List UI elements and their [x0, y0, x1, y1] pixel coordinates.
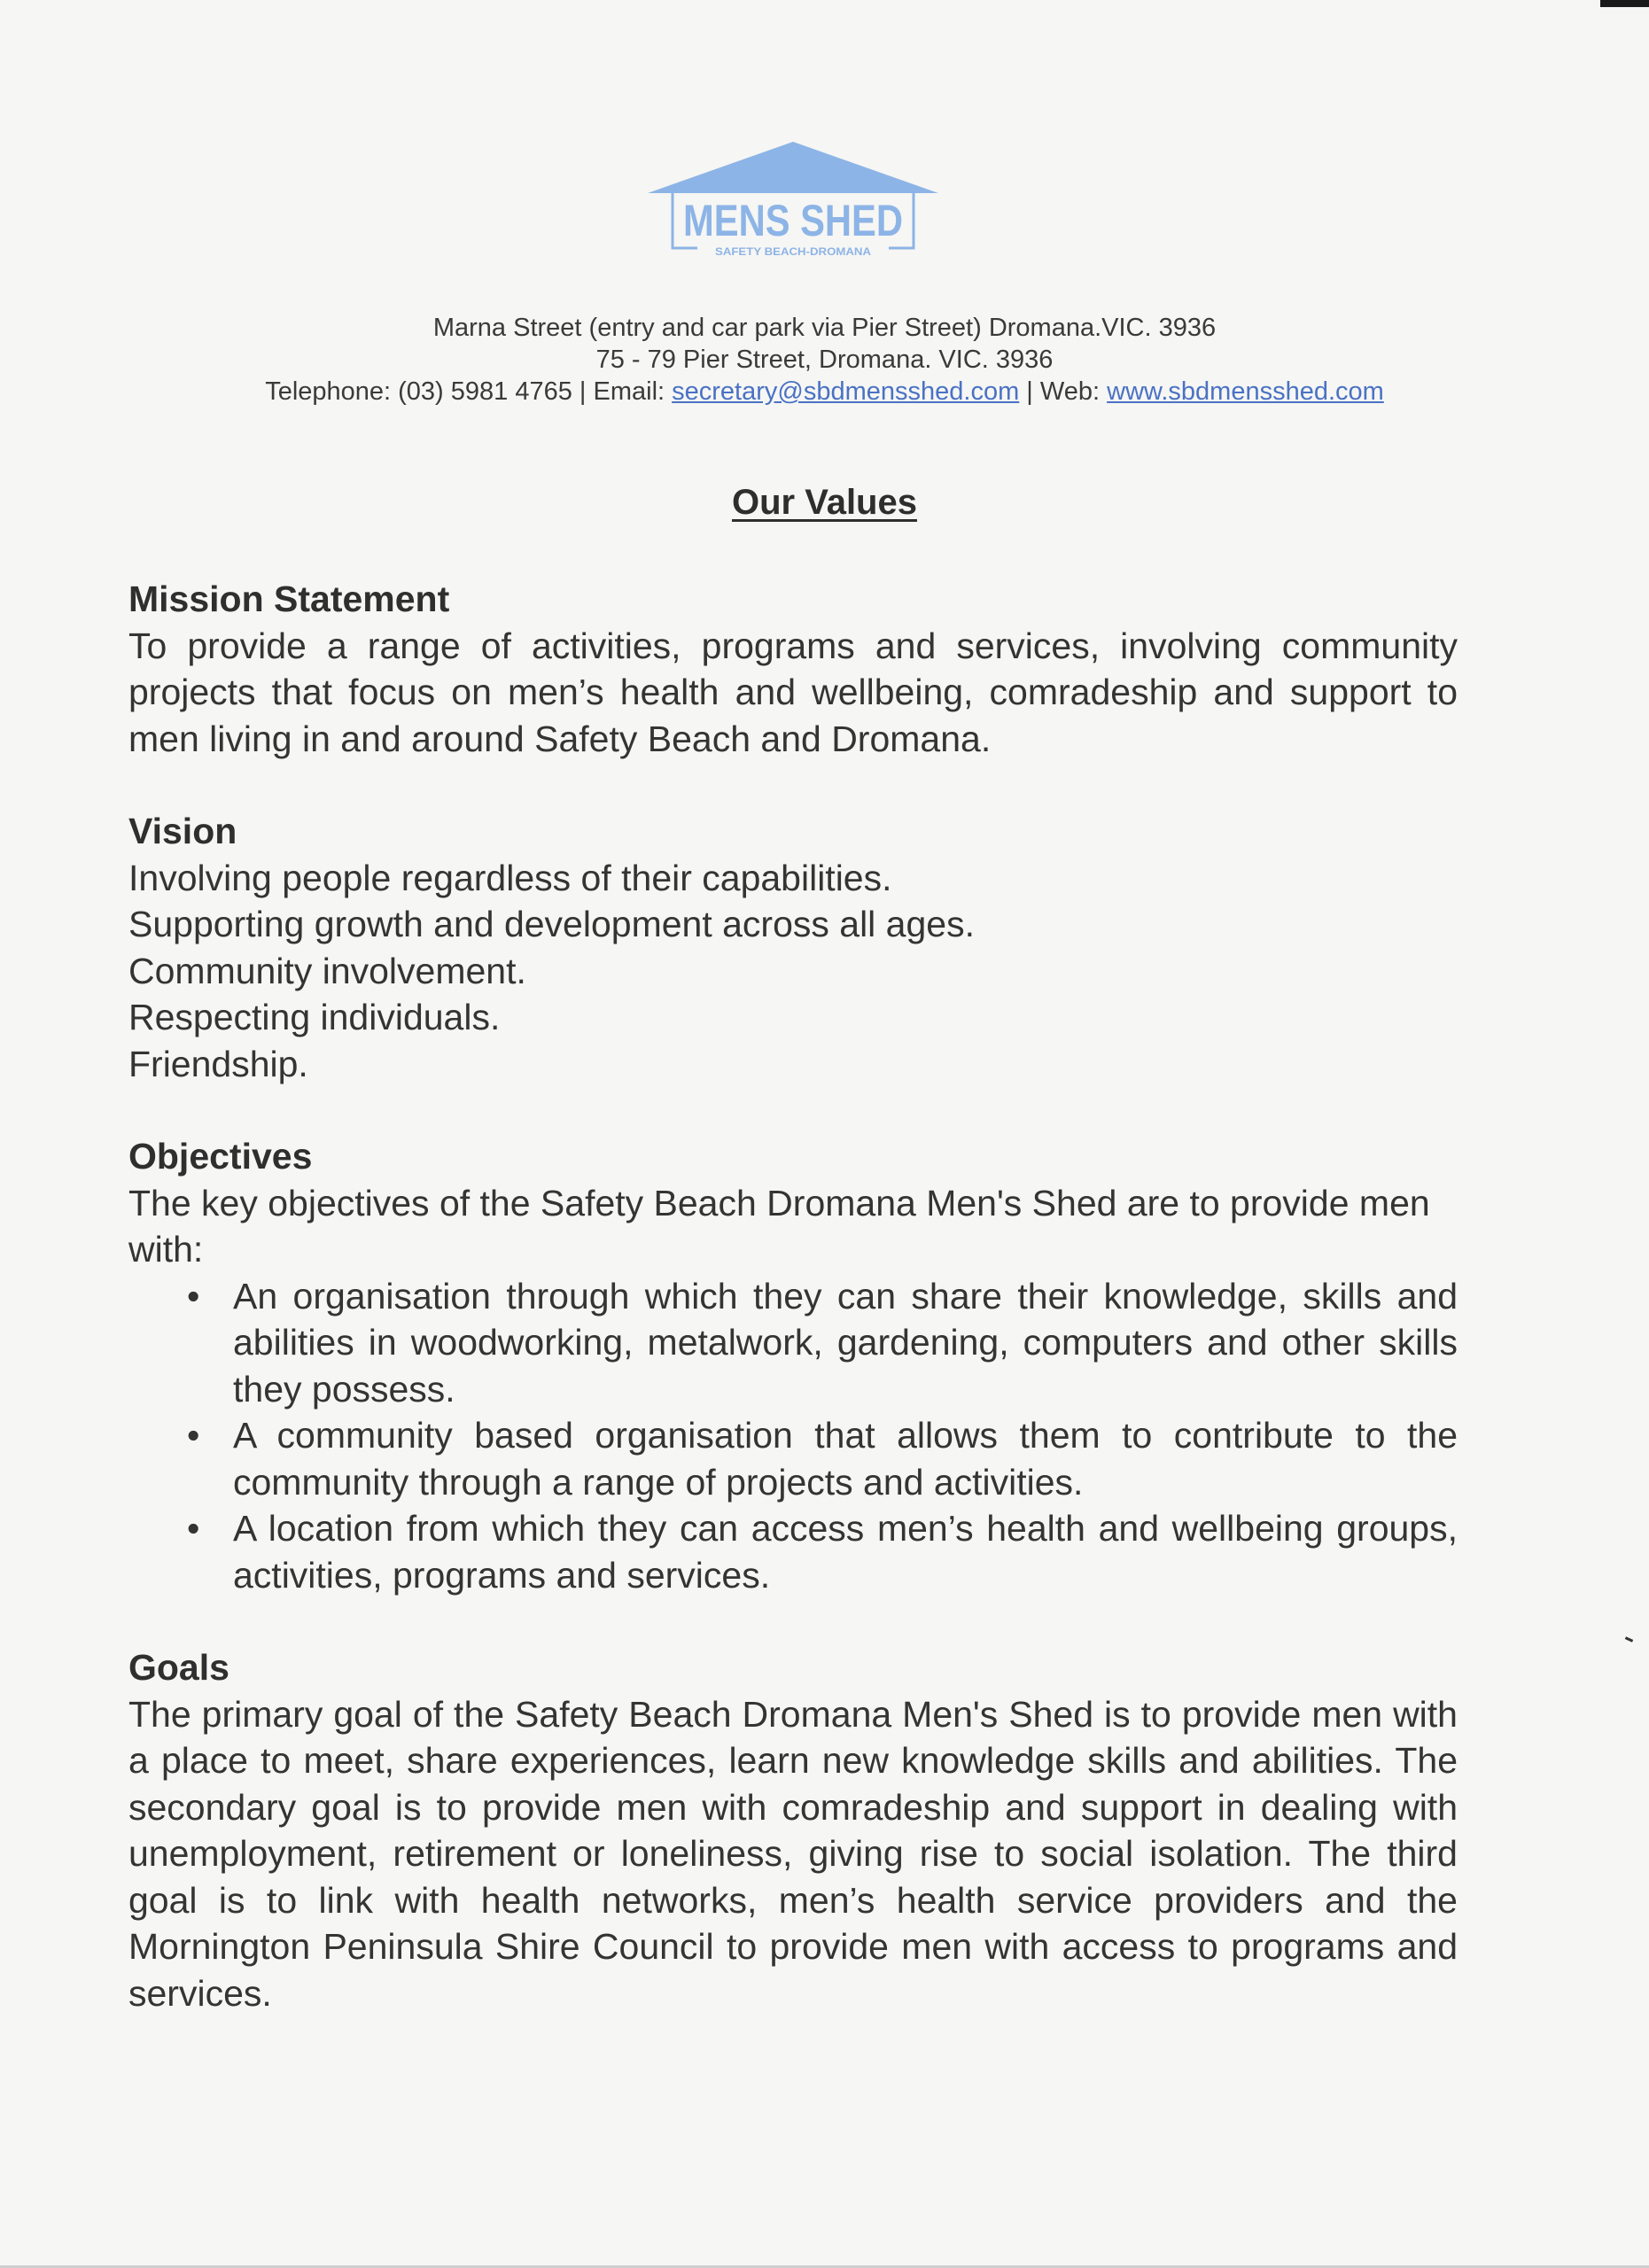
web-link[interactable]: www.sbdmensshed.com [1107, 377, 1384, 406]
vision-line: Involving people regardless of their capabilities. [128, 857, 892, 898]
objectives-heading: Objectives [128, 1136, 313, 1177]
objectives-intro: The key objectives of the Safety Beach Dromana Men's Shed are to provide men with: [128, 1182, 1430, 1270]
logo-main-text: MENS SHED [683, 196, 903, 245]
vision-line: Respecting individuals. [128, 997, 501, 1037]
bullet-icon: • [187, 1508, 200, 1549]
objectives-list [128, 1273, 1458, 1599]
list-item [187, 1273, 1458, 1413]
scan-stray-mark [1625, 1636, 1633, 1643]
goals-text: The primary goal of the Safety Beach Dromana Men's Shed is to provide men with a place to meet, share experiences, learn new knowledge skills and abilities. The secondary goal is to provide men with comradeship and support in dealing with unemployment, retirement or loneliness, giving rise to social isolation. The third goal is to link with health networks, men’s health service providers and the Mornington Peninsula Shire Council to provide men with access to programs and services. [128, 1693, 1458, 2014]
objective-text: A location from which they can access men’s health and wellbeing groups, activities, programs and services. [233, 1508, 1458, 1596]
address-line-2: 75 - 79 Pier Street, Dromana. VIC. 3936 [595, 346, 1054, 374]
page-title [0, 483, 1649, 523]
scan-corner-mark [1600, 0, 1649, 7]
email-link[interactable]: secretary@sbdmensshed.com [672, 377, 1020, 406]
objective-text: An organisation through which they can share their knowledge, skills and abilities in woodworking, metalwork, gardening, computers and other skills they possess. [233, 1275, 1458, 1410]
vision-heading: Vision [128, 811, 237, 851]
web-label: | Web: [1019, 377, 1108, 406]
telephone-label: Telephone: (03) 5981 4765 | Email: [265, 377, 673, 406]
logo-sub-text: SAFETY BEACH-DROMANA [715, 245, 872, 258]
objective-text: A community based organisation that allows them to contribute to the community through a range of projects and activities. [233, 1415, 1458, 1503]
vision-line: Friendship. [128, 1043, 308, 1084]
goals-section [128, 1644, 1458, 2016]
objectives-section [128, 1133, 1458, 1598]
content-body [128, 576, 1458, 2062]
vision-line: Supporting growth and development across all ages. [128, 904, 975, 944]
list-item [187, 1505, 1458, 1598]
mens-shed-logo-graphic [642, 140, 944, 264]
mission-text: To provide a range of activities, programs and services, involving community projects that focus on men’s health and wellbeing, comradeship and support to men living in and around Safety Beach and Dromana. [128, 625, 1458, 759]
mission-heading: Mission Statement [128, 579, 450, 619]
address-block [0, 312, 1649, 408]
vision-section [128, 808, 1458, 1087]
address-line-1: Marna Street (entry and car park via Pier Street) Dromana.VIC. 3936 [432, 314, 1217, 342]
mission-section [128, 576, 1458, 762]
goals-heading: Goals [128, 1647, 229, 1688]
bullet-icon: • [187, 1415, 200, 1456]
mens-shed-logo [642, 140, 944, 264]
page-title-text: Our Values [732, 483, 917, 522]
contact-line [0, 376, 1649, 408]
bullet-icon: • [187, 1275, 200, 1317]
vision-line: Community involvement. [128, 950, 526, 991]
list-item [187, 1412, 1458, 1505]
